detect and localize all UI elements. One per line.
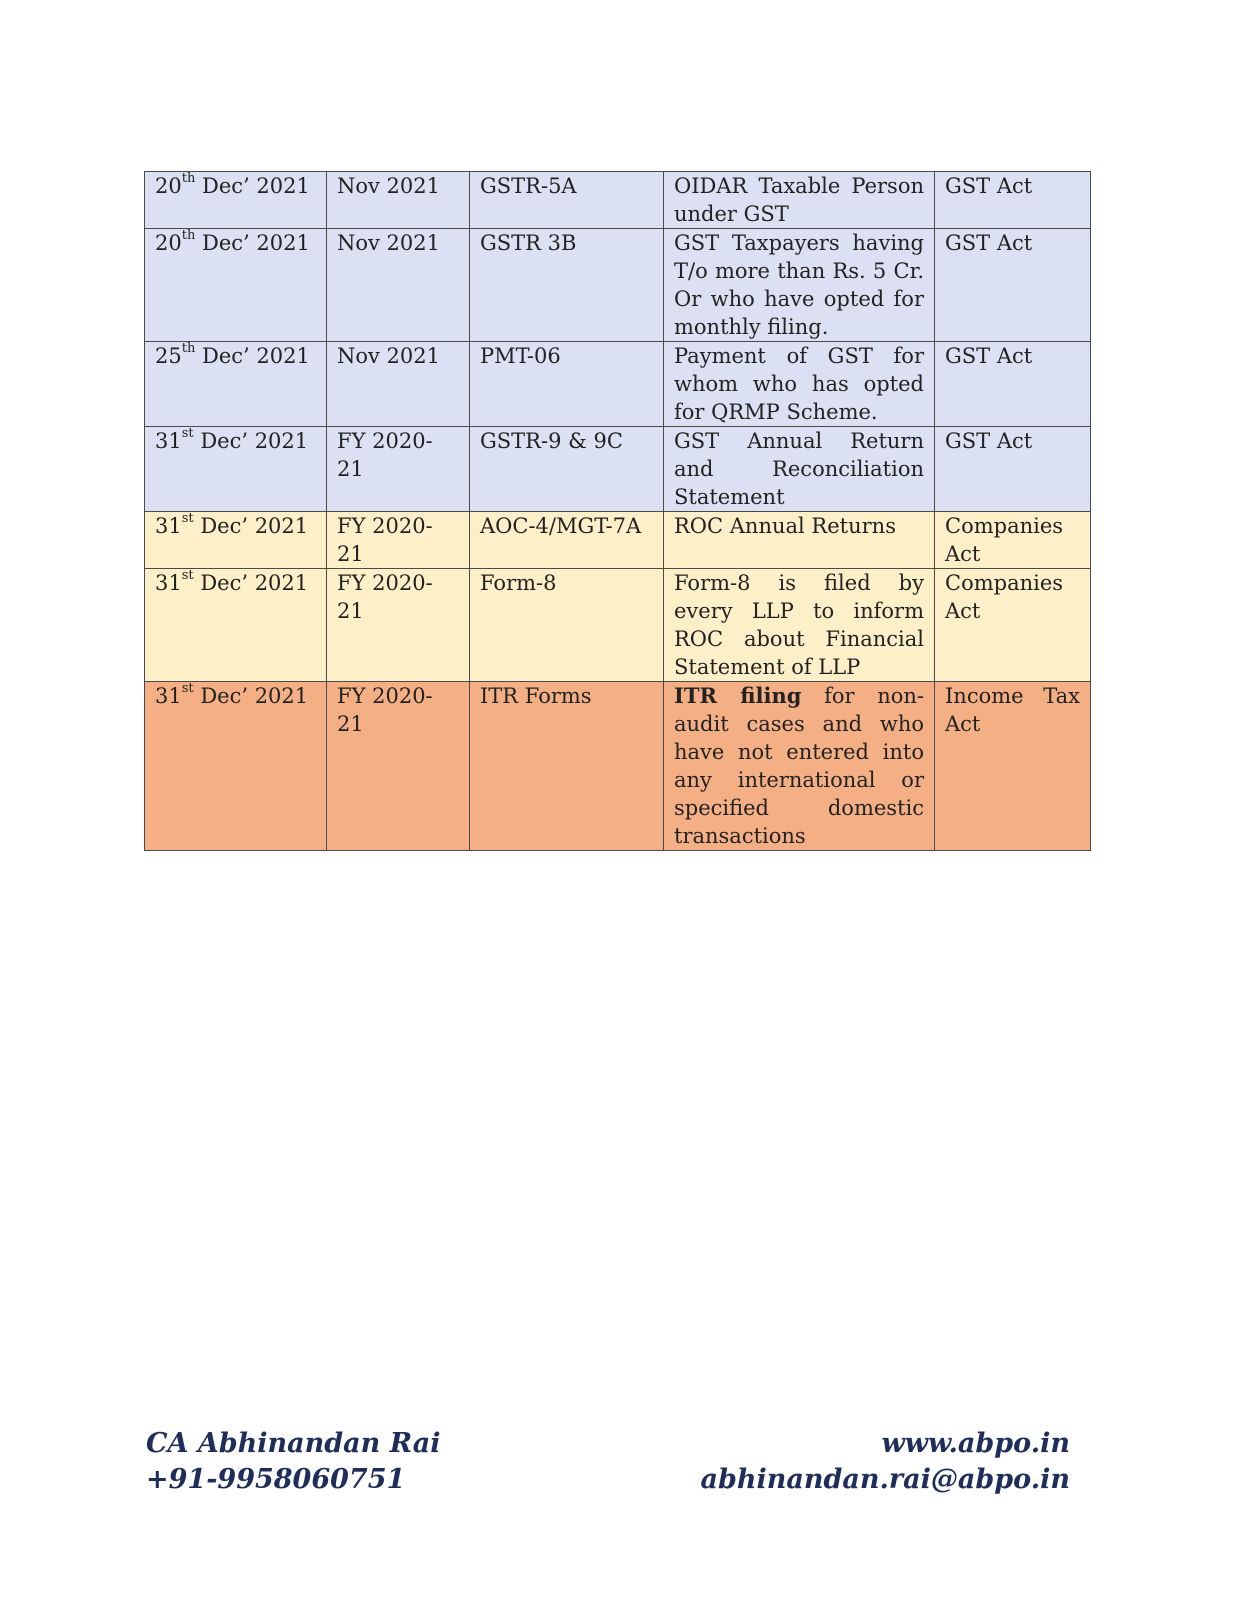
table-row [145,172,1091,229]
description-text: GST Annual Return and Reconciliation Statement [674,429,924,509]
description-text: ROC Annual Returns [674,514,896,538]
period-cell: FY 2020-21 [327,682,470,851]
due-date-day: 20 [155,174,182,198]
period-cell: Nov 2021 [327,172,470,229]
due-date-day: 31 [155,684,182,708]
compliance-calendar-table [144,171,1091,851]
period-cell: FY 2020-21 [327,569,470,682]
due-date-month-year: Dec’ 2021 [195,174,310,198]
form-cell: Form-8 [470,569,664,682]
due-date-month-year: Dec’ 2021 [193,429,309,453]
form-cell: ITR Forms [470,682,664,851]
due-date-cell [145,569,327,682]
due-date-ordinal: st [181,511,194,526]
description-cell [664,569,935,682]
due-date-day: 31 [155,571,182,595]
period-cell: Nov 2021 [327,229,470,342]
author-name: CA Abhinandan Rai [146,1428,441,1459]
due-date-day: 31 [155,514,182,538]
act-cell: GST Act [935,172,1091,229]
act-cell: GST Act [935,229,1091,342]
table-row [145,569,1091,682]
form-cell: AOC-4/MGT-7A [470,512,664,569]
table-row [145,512,1091,569]
due-date-month-year: Dec’ 2021 [195,344,310,368]
description-text: GST Taxpayers having T/o more than Rs. 5 Cr. Or who have opted for monthly filing. [674,231,924,339]
period-cell: FY 2020-21 [327,427,470,512]
description-text: for non-audit cases and who have not entered into any international or specified domestic transactions [674,684,925,848]
act-cell: GST Act [935,342,1091,427]
table-row [145,682,1091,851]
description-cell [664,229,935,342]
due-date-cell [145,427,327,512]
footer-contact-left [146,1426,441,1498]
table-row [145,342,1091,427]
act-cell: Companies Act [935,569,1091,682]
due-date-cell [145,682,327,851]
due-date-cell [145,172,327,229]
form-cell: GSTR 3B [470,229,664,342]
due-date-month-year: Dec’ 2021 [193,514,309,538]
footer-contact-right [701,1426,1070,1498]
act-cell: Income Tax Act [935,682,1091,851]
period-cell: Nov 2021 [327,342,470,427]
due-date-month-year: Dec’ 2021 [195,231,310,255]
table-body [145,172,1091,851]
description-text: OIDAR Taxable Person under GST [674,174,924,226]
due-date-ordinal: th [181,341,196,356]
form-cell: GSTR-9 & 9C [470,427,664,512]
form-cell: PMT-06 [470,342,664,427]
website-link[interactable]: www.abpo.in [881,1428,1070,1459]
due-date-ordinal: th [181,171,196,186]
description-cell [664,172,935,229]
act-cell: GST Act [935,427,1091,512]
description-text: Payment of GST for whom who has opted for QRMP Scheme. [674,344,924,424]
due-date-ordinal: st [181,568,194,583]
due-date-month-year: Dec’ 2021 [193,571,309,595]
description-cell [664,427,935,512]
due-date-day: 25 [155,344,182,368]
due-date-month-year: Dec’ 2021 [193,684,309,708]
description-cell [664,512,935,569]
due-date-cell [145,342,327,427]
description-cell [664,682,935,851]
due-date-cell [145,512,327,569]
form-cell: GSTR-5A [470,172,664,229]
due-date-cell [145,229,327,342]
due-date-ordinal: st [181,681,194,696]
description-text: Form-8 is filed by every LLP to inform ROC about Financial Statement of LLP [674,571,924,679]
table-row [145,427,1091,512]
description-emphasis: ITR filing [674,683,802,708]
phone-number: +91-9958060751 [146,1464,406,1495]
due-date-day: 20 [155,231,182,255]
email-link[interactable]: abhinandan.rai@abpo.in [700,1464,1070,1495]
table-row [145,229,1091,342]
act-cell: Companies Act [935,512,1091,569]
due-date-ordinal: st [181,426,194,441]
due-date-day: 31 [155,429,182,453]
period-cell: FY 2020-21 [327,512,470,569]
due-date-ordinal: th [181,228,196,243]
description-cell [664,342,935,427]
